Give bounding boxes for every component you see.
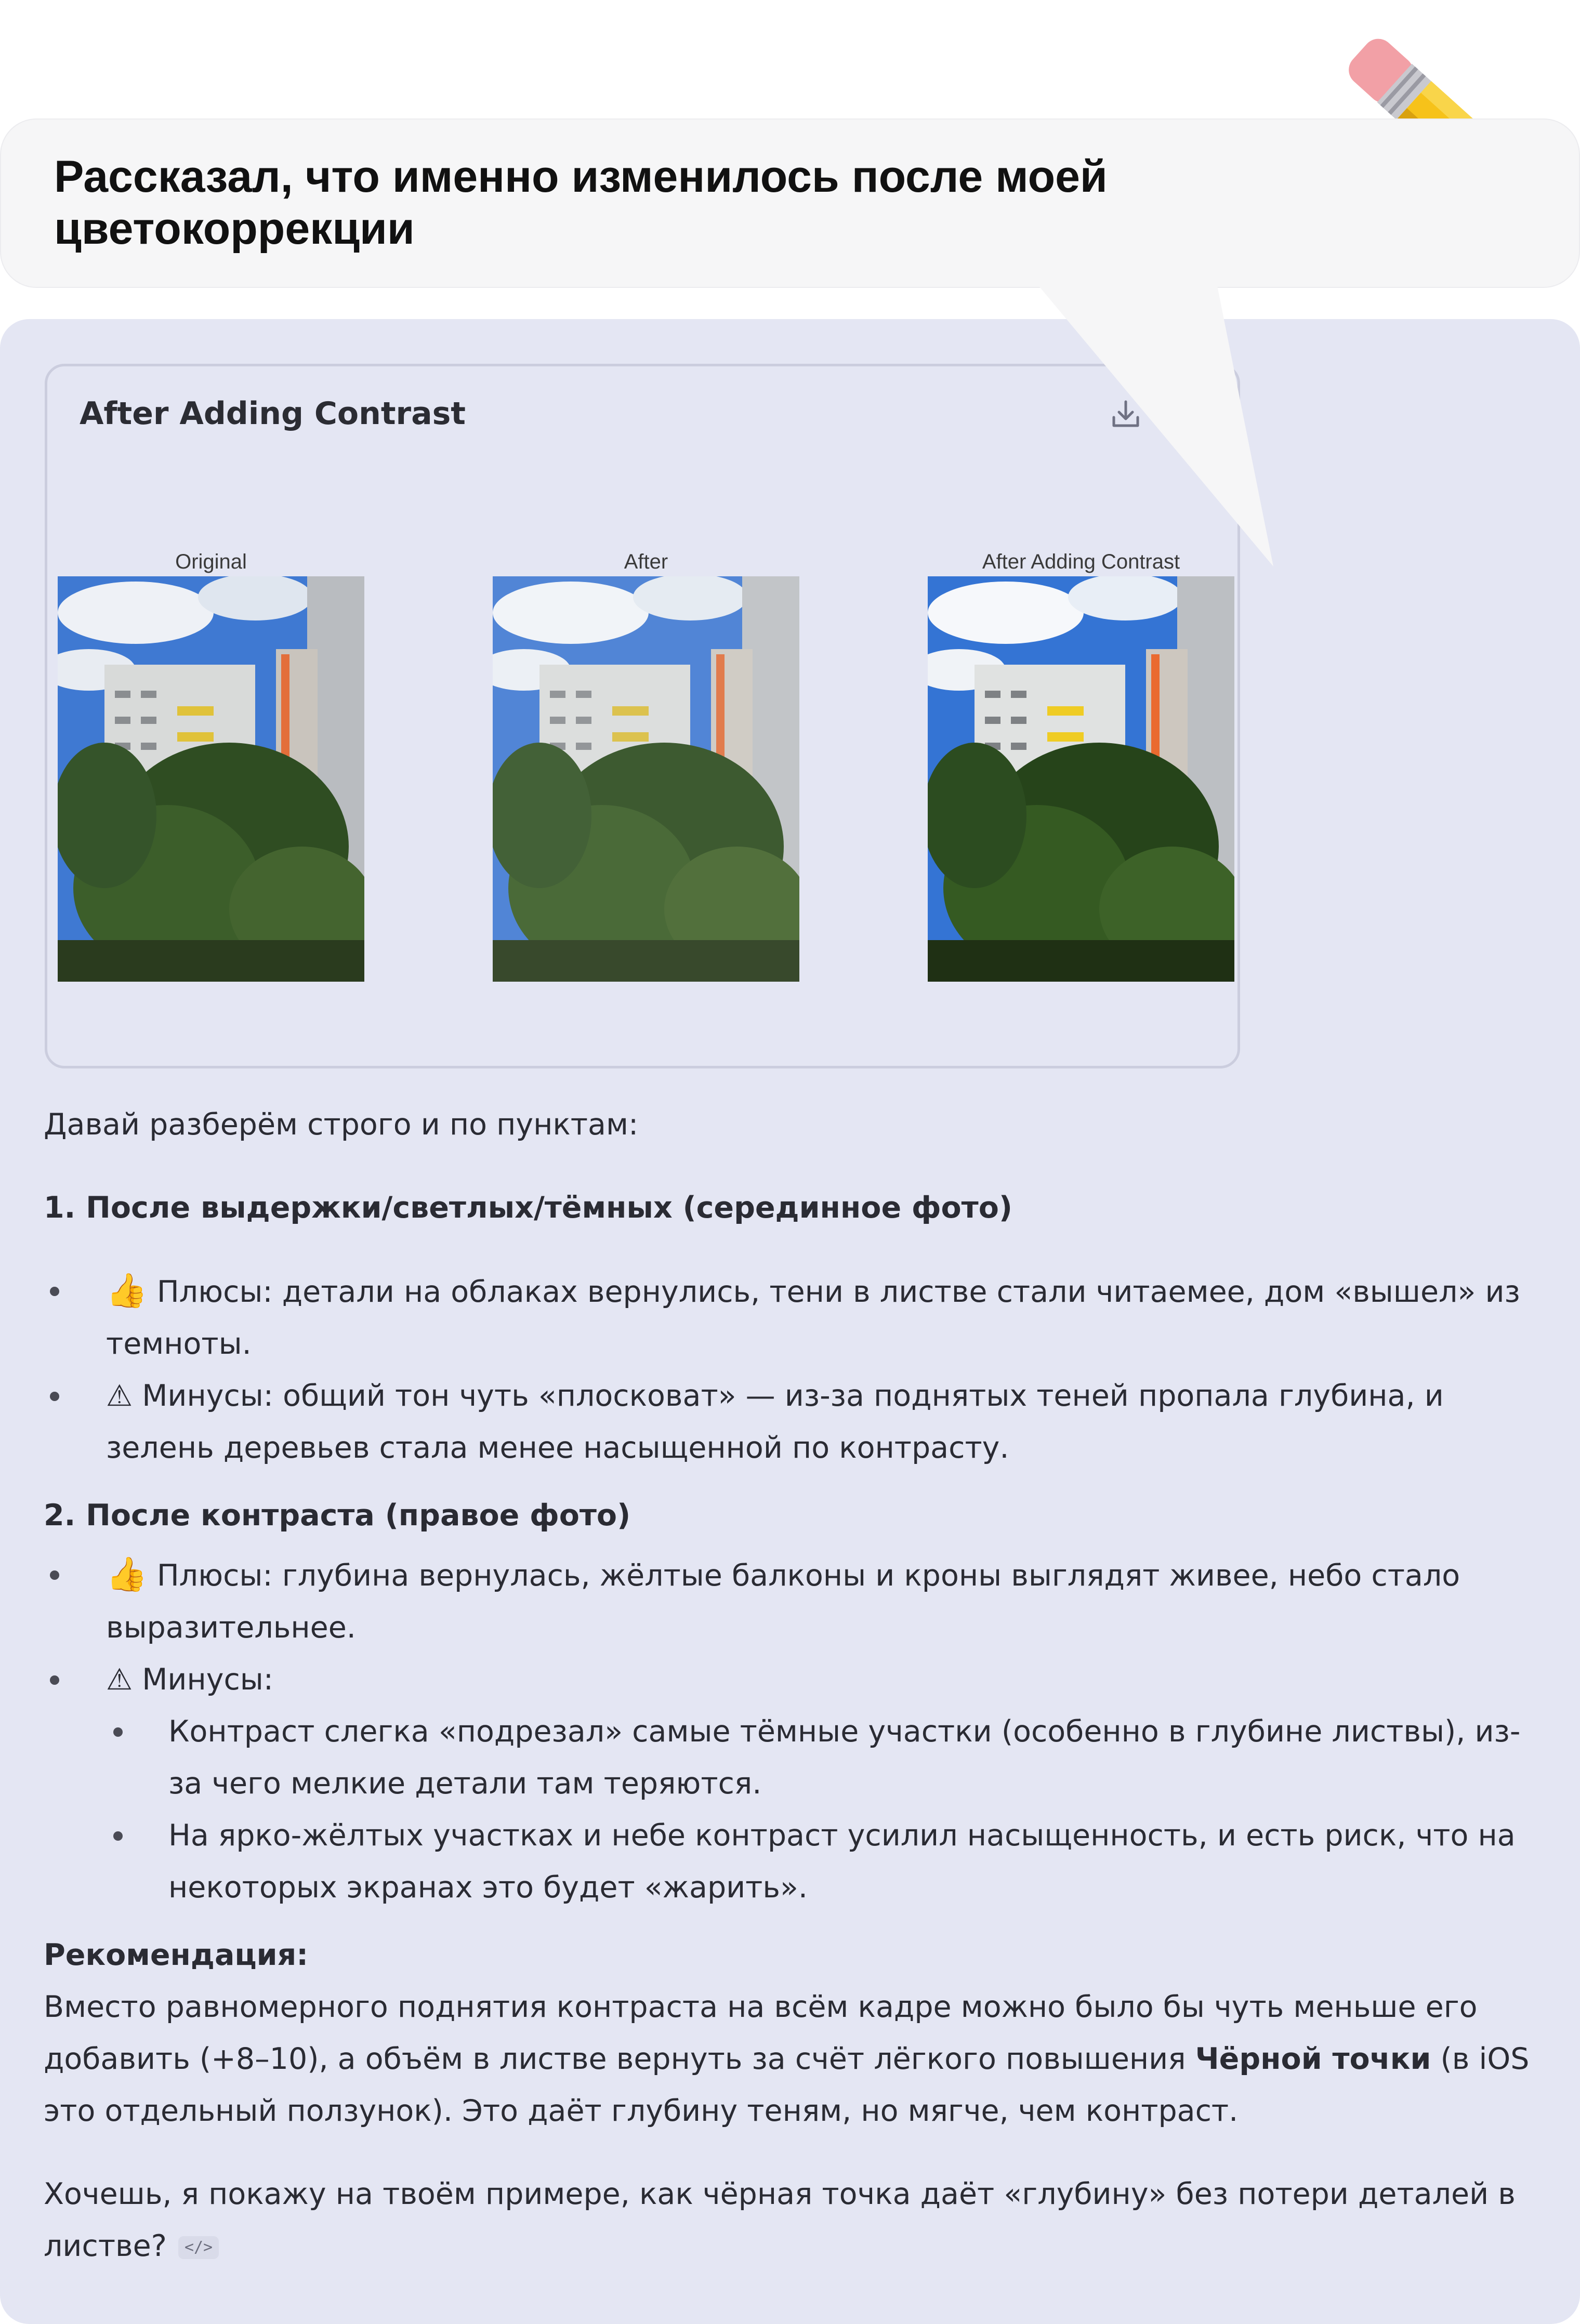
panel-label-exposure: After (624, 550, 668, 573)
photo-original[interactable] (58, 576, 364, 982)
intro-text: Давай разберём строго и по пунктам: (44, 1107, 639, 1142)
pros-text: Плюсы: глубина вернулась, жёлтые балконы и кроны выглядят живее, небо стало выразительнее. (106, 1559, 1460, 1645)
list-item (44, 1549, 1551, 1654)
photo-exposure[interactable] (493, 576, 799, 982)
recommendation-text: Вместо равномерного поднятия контраста на всём кадре можно было бы чуть меньше его добавить (+8–10), а объём в листве вернуть за счёт лёгкого повышения Чёрной точки (в iOS это отдельный ползунок). Это даёт глубину теням, но мягче, чем контраст. (44, 1990, 1530, 2128)
section2-list (44, 1549, 1551, 1913)
building-photo (493, 576, 799, 982)
cons-text: Минусы: общий тон чуть «плосковат» — из-за поднятых теней пропала глубина, и зелень деревьев стала менее насыщенной по контрасту. (106, 1379, 1444, 1465)
list-item (44, 1370, 1551, 1474)
list-item (44, 1654, 1551, 1706)
list-item (44, 1265, 1551, 1370)
black-point-term: Чёрной точки (1195, 2042, 1431, 2076)
cons-text: Минусы: (142, 1662, 274, 1697)
message-body (44, 1099, 1551, 2272)
building-photo (58, 576, 364, 982)
thumbs-up-icon: 👍 (106, 1555, 148, 1594)
section1-heading: 1. После выдержки/светлых/тёмных (серединное фото) (44, 1191, 1012, 1225)
annotation-callout (0, 118, 1580, 288)
closing-question: Хочешь, я покажу на твоём примере, как чёрная точка даёт «глубину» без потери деталей в листве? </> (44, 2177, 1516, 2263)
assistant-message (0, 319, 1580, 2324)
annotation-text: Рассказал, что именно изменилось после моей цветокоррекции (54, 152, 1108, 254)
callout-pointer (1034, 281, 1284, 572)
pros-text: Плюсы: детали на облаках вернулись, тени в листве стали читаемее, дом «вышел» из темноты. (106, 1275, 1520, 1361)
panel-label-original: Original (175, 550, 247, 573)
list-item: На ярко-жёлтых участках и небе контраст усилил насыщенность, и есть риск, что на некоторых экранах это будет «жарить». (44, 1810, 1551, 1913)
section1-list (44, 1265, 1551, 1474)
section2-heading: 2. После контраста (правое фото) (44, 1498, 631, 1533)
warning-icon: ⚠ (106, 1662, 133, 1697)
recommendation-heading: Рекомендация: (44, 1938, 308, 1972)
code-icon[interactable]: </> (178, 2236, 219, 2259)
panel-label-contrast: After Adding Contrast (982, 550, 1180, 573)
warning-icon: ⚠ (106, 1379, 133, 1413)
photo-contrast[interactable] (928, 576, 1234, 982)
building-photo (928, 576, 1234, 982)
image-card-title: After Adding Contrast (80, 395, 466, 432)
thumbs-up-icon: 👍 (106, 1272, 148, 1310)
list-item: Контраст слегка «подрезал» самые тёмные участки (особенно в глубине листвы), из-за чего мелкие детали там теряются. (44, 1706, 1551, 1810)
